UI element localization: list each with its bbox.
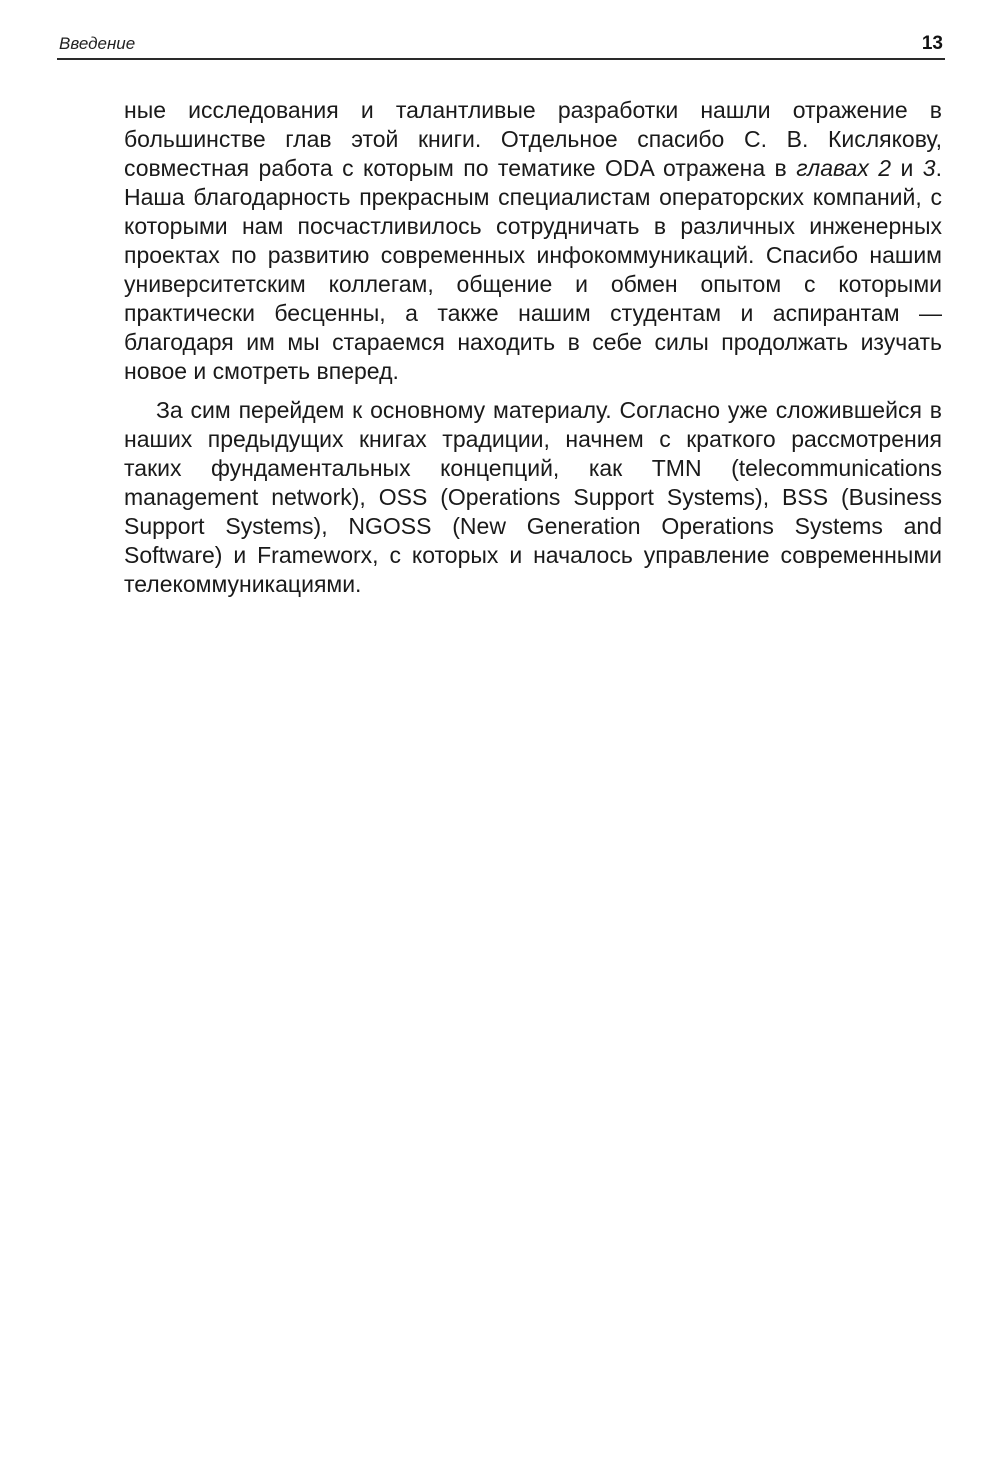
chapter-reference-3: 3 [922, 155, 936, 181]
paragraph-2: За сим перейдем к основному материалу. Согласно уже сложившейся в наших предыдущих книгах традиции, начнем с краткого рассмотрения таких фундаментальных концепций, как TMN (telecommunications management network), OSS (Operations Support Systems), BSS (Business Support Systems), NGOSS (New Generation Operations Systems and Software) и Frameworx, с которых и началось управление современными телекоммуникациями. [124, 397, 942, 597]
paragraph-1-conjunction: и [891, 155, 923, 181]
running-title: Введение [59, 34, 136, 53]
chapter-reference-2: главах 2 [796, 155, 892, 181]
paragraph-1 [124, 96, 942, 386]
page-number: 13 [921, 33, 943, 54]
paragraph-1-text-a: ные исследования и талантливые разработки нашли отражение в большинстве глав этой книги. Отдельное спасибо С. В. Кислякову, совместная работа с которым по тематике ODA отражена в [124, 97, 942, 181]
body-text [124, 96, 942, 599]
running-header [57, 30, 945, 60]
paragraph-1-text-b: . Наша благодарность прекрасным специалистам операторских компаний, с которыми нам посчастливилось сотрудничать в различных инженерных проектах по развитию современных инфокоммуникаций. Спасибо нашим университетским коллегам, общение и обмен опытом с которыми практически бесценны, а также нашим студентам и аспирантам — благодаря им мы стараемся находить в себе силы продолжать изучать новое и смотреть вперед. [124, 155, 942, 384]
